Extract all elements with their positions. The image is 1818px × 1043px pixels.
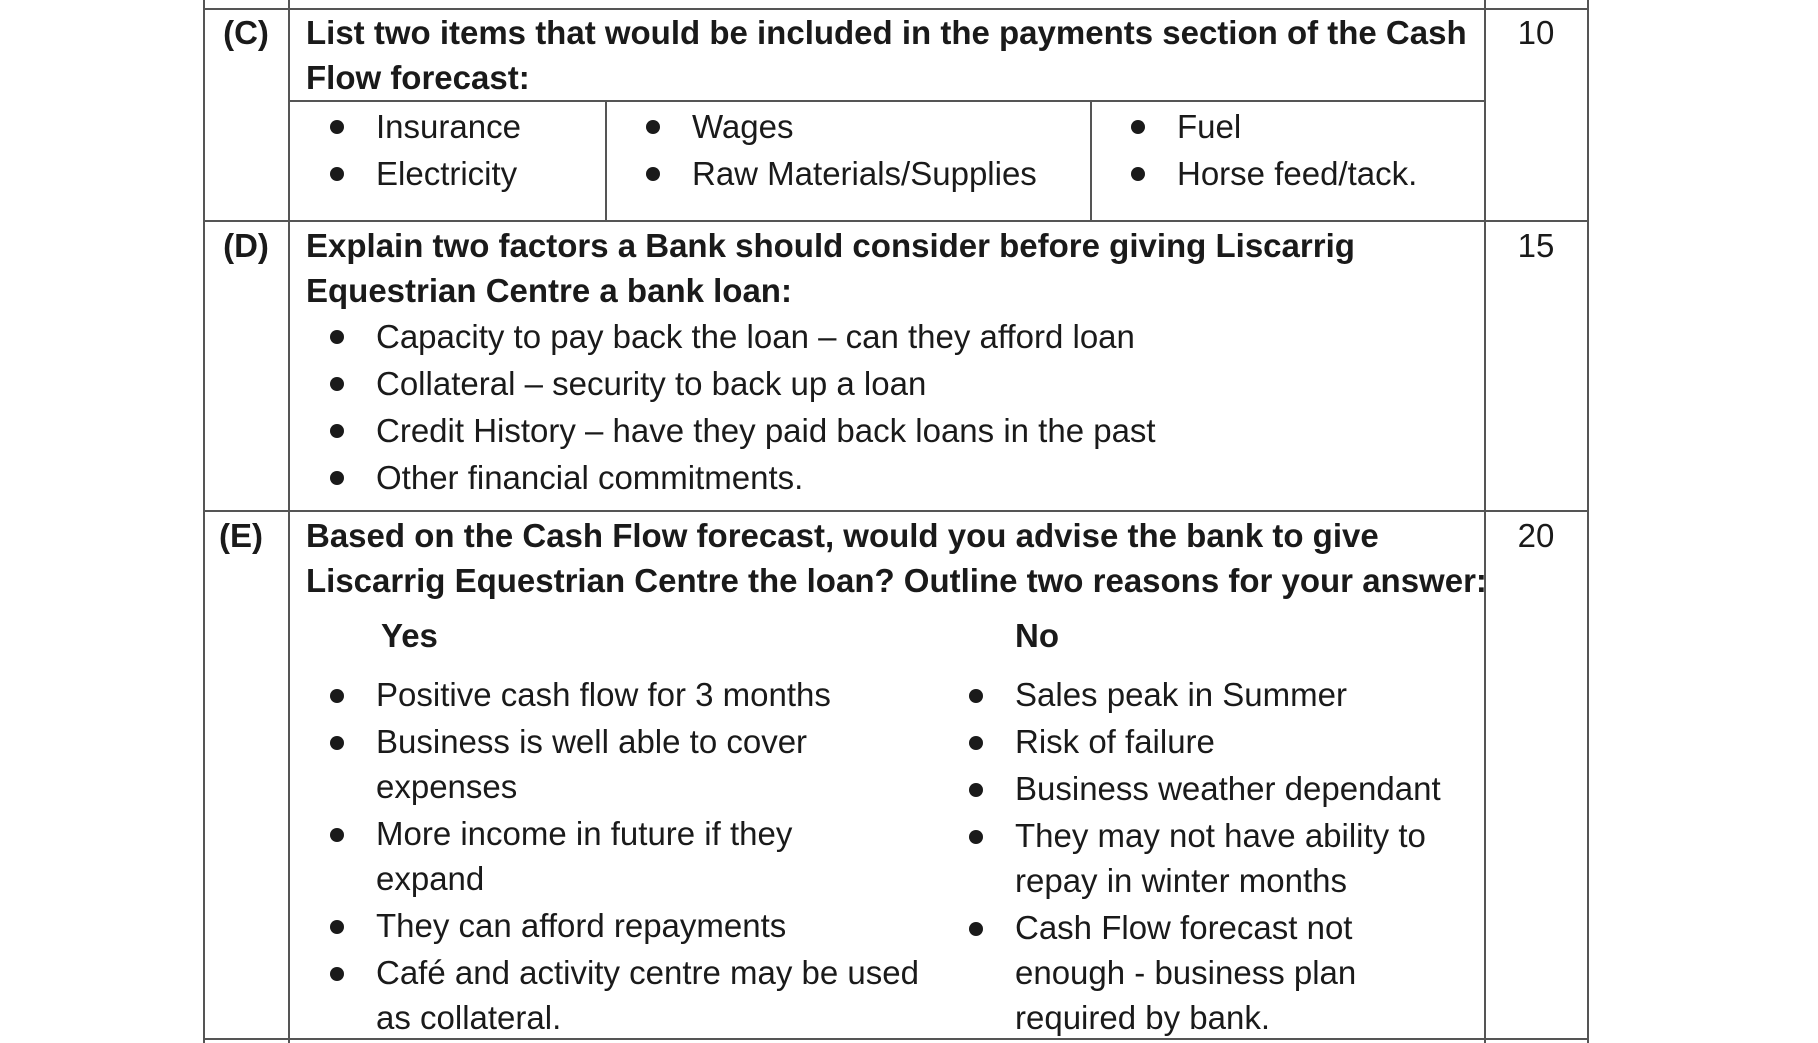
list-item: Collateral – security to back up a loan — [306, 360, 1156, 407]
bullet-icon — [330, 920, 344, 934]
bullet-icon — [330, 330, 344, 344]
c-subcol-divider-2 — [1090, 101, 1092, 222]
row-d-label: (D) — [223, 227, 269, 264]
bullet-icon — [646, 167, 660, 181]
list-item: Insurance — [306, 103, 521, 150]
row-d-question — [306, 223, 1355, 313]
bullet-icon — [330, 120, 344, 134]
row-e-marks: 20 — [1517, 517, 1555, 554]
bullet-icon — [969, 922, 983, 936]
row-c-col3-list — [1107, 103, 1417, 197]
bullet-icon — [969, 689, 983, 703]
row-c-question-line2: Flow forecast: — [306, 59, 530, 96]
bullet-icon — [330, 967, 344, 981]
row-c-col1-list — [306, 103, 521, 197]
row-d-question-line1: Explain two factors a Bank should consider before giving Liscarrig — [306, 227, 1355, 264]
row-e-question-line2: Liscarrig Equestrian Centre the loan? Outline two reasons for your answer: — [306, 562, 1487, 599]
list-item: More income in future if they expand — [306, 811, 946, 901]
list-item: Café and activity centre may be used as collateral. — [306, 950, 946, 1040]
bullet-icon — [646, 120, 660, 134]
row-c-question-line1: List two items that would be included in the payments section of the Cash — [306, 14, 1467, 51]
bullet-icon — [969, 736, 983, 750]
list-item: Credit History – have they paid back loans in the past — [306, 407, 1156, 454]
bullet-icon — [330, 167, 344, 181]
row-de-divider — [203, 510, 1589, 512]
list-item: Capacity to pay back the loan – can they afford loan — [306, 313, 1156, 360]
row-d-question-line2: Equestrian Centre a bank loan: — [306, 272, 792, 309]
bullet-icon — [969, 830, 983, 844]
list-item: Risk of failure — [945, 719, 1475, 764]
bullet-icon — [330, 471, 344, 485]
row-c-col2-list — [622, 103, 1037, 197]
yes-heading: Yes — [381, 617, 438, 654]
row-c-marks: 10 — [1517, 14, 1555, 51]
bullet-icon — [330, 377, 344, 391]
no-heading: No — [1015, 617, 1059, 654]
yes-list — [306, 672, 946, 1040]
list-item: Sales peak in Summer — [945, 672, 1475, 717]
list-item: Other financial commitments. — [306, 454, 1156, 501]
no-list — [945, 672, 1475, 1040]
list-item: They may not have ability to repay in winter months — [945, 813, 1475, 903]
list-item: Horse feed/tack. — [1107, 150, 1417, 197]
row-e-question — [306, 513, 1487, 603]
list-item: Business is well able to cover expenses — [306, 719, 946, 809]
row-c-question — [306, 10, 1467, 100]
row-e-label: (E) — [219, 517, 263, 554]
row-cd-divider — [203, 220, 1589, 222]
label-column-divider — [288, 0, 290, 1043]
bullet-icon — [969, 783, 983, 797]
row-c-label: (C) — [223, 14, 269, 51]
c-subcol-divider-1 — [605, 101, 607, 222]
bullet-icon — [330, 689, 344, 703]
bullet-icon — [1131, 120, 1145, 134]
list-item: Fuel — [1107, 103, 1417, 150]
bullet-icon — [330, 424, 344, 438]
bullet-icon — [1131, 167, 1145, 181]
bullet-icon — [330, 736, 344, 750]
c-question-divider — [288, 100, 1486, 102]
list-item: Positive cash flow for 3 months — [306, 672, 946, 717]
row-e-question-line1: Based on the Cash Flow forecast, would you advise the bank to give — [306, 517, 1379, 554]
row-d-marks: 15 — [1517, 227, 1555, 264]
list-item: Business weather dependant — [945, 766, 1475, 811]
table-border-right — [1587, 0, 1589, 1043]
list-item: Raw Materials/Supplies — [622, 150, 1037, 197]
list-item: Wages — [622, 103, 1037, 150]
bullet-icon — [330, 828, 344, 842]
row-d-list — [306, 313, 1156, 501]
list-item: Electricity — [306, 150, 521, 197]
list-item: Cash Flow forecast not enough - business plan required by bank. — [945, 905, 1475, 1040]
list-item: They can afford repayments — [306, 903, 946, 948]
